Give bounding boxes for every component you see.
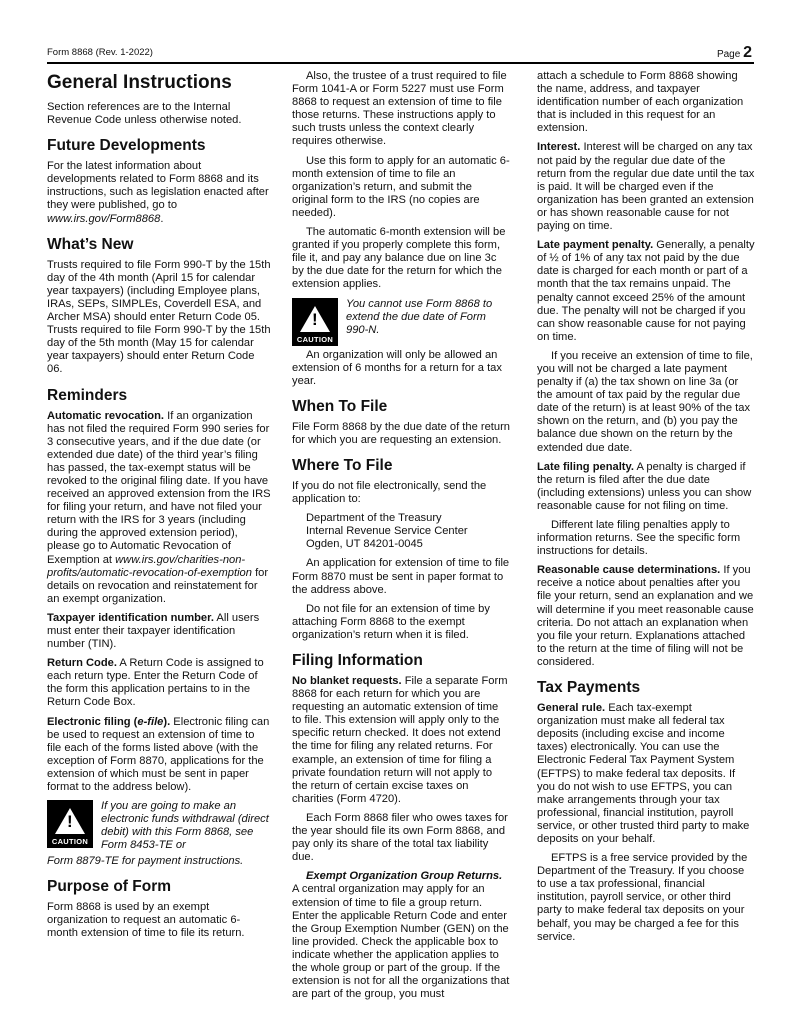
paragraph-each-filer: Each Form 8868 filer who owes taxes for the year should file its own Form 8868, and pay only its share of the total tax liability due. <box>292 811 508 864</box>
paragraph-late-filing-penalty <box>537 461 755 513</box>
paragraph-electronic-filing <box>47 716 271 795</box>
automatic-revocation-title: Automatic revocation. <box>47 409 164 422</box>
warning-triangle-icon: ! <box>55 808 85 834</box>
caution-icon <box>47 800 93 848</box>
address-line-1: Department of the Treasury <box>306 512 442 525</box>
address-line-3: Ogden, UT 84201-0045 <box>306 538 423 551</box>
automatic-revocation-end: for details on revocation and reinstatement for an exempt organization. <box>47 566 269 605</box>
paragraph-receive-extension: If you receive an extension of time to file, you will not be charged a late payment penalty if (a) the tax shown on line 3a (or the amount of tax paid by the regular due date of the return) is at least 90% of the tax shown on the return, and (b) you pay the balance due shown on the return by the extended due date. <box>537 349 753 454</box>
paragraph-reasonable-cause <box>537 564 755 669</box>
heading-when-to-file: When To File <box>292 397 388 415</box>
paragraph-purpose: Form 8868 is used by an exempt organization to request an automatic 6-month extension of time to file its return. <box>47 901 245 940</box>
paragraph-6-months: An organization will only be allowed an extension of 6 months for a return for a tax year. <box>292 348 502 387</box>
caution-label: CAUTION <box>51 837 89 847</box>
paragraph-schedule-continued: attach a schedule to Form 8868 showing the name, address, and taxpayer identification number of each organization that is included in this request for an extension. <box>537 70 744 135</box>
caution-note-efw <box>47 800 271 852</box>
heading-filing-information: Filing Information <box>292 652 423 669</box>
paragraph-no-blanket-requests <box>292 675 510 806</box>
paragraph-future-developments <box>47 160 271 225</box>
heading-general-instructions: General Instructions <box>47 72 232 93</box>
paragraph-tin <box>47 612 271 651</box>
paragraph-late-payment-penalty <box>537 239 755 344</box>
paragraph-where-to-file: If you do not file electronically, send the application to: <box>292 479 487 506</box>
form-identifier: Form 8868 (Rev. 1-2022) <box>47 47 153 58</box>
reasonable-cause-title: Reasonable cause determinations. <box>537 564 721 577</box>
paragraph-whats-new: Trusts required to file Form 990-T by the 15th day of the 4th month (April 15 for calendar year taxpayers) (including Employee plans, IRAs, SEPs, SIMPLEs, Coverdell ESA, and Archer MSA) should enter Return Code 05. Trusts required to file Form 990-T by the 15th day of the 5th month (May 15 for calendar year taxpayers) should enter Return Code 06. <box>47 258 271 376</box>
automatic-revocation-text: If an organization has not filed the required Form 990 series for 3 consecutive years, and if the due date (or extended due date) of the third year’s filing has passed, the tax-exempt status will be revoked to the original filing date. If you have received an approved extension from the IRS for filing your return, and have not filed your return with the IRS for 3 years (including during the approved extension period), please go to Automatic Revocation of Exemption at <box>47 409 271 566</box>
paragraph-use-form: Use this form to apply for an automatic 6-month extension of time to file an organization’s return, and submit the original form to the IRS (no copies are needed). <box>292 154 510 219</box>
heading-where-to-file: Where To File <box>292 456 393 474</box>
electronic-filing-text: Electronic filing can be used to request an extension of time to file each of the forms listed above (with the exception of Form 8870, applications for the extension of which must be sent in paper format to the address below). <box>47 715 270 794</box>
heading-whats-new: What’s New <box>47 235 134 253</box>
warning-triangle-icon: ! <box>300 306 330 332</box>
future-text-end: . <box>160 212 164 225</box>
heading-tax-payments: Tax Payments <box>537 679 641 697</box>
ef-title-b: e-file <box>137 715 164 728</box>
no-blanket-text: File a separate Form 8868 for each return for which you are requesting an automatic extension of time to file. This extension will apply only to the specific return checked. It does not extend the time for filing any related returns. For example, an extension of time for filing a private foundation return will not apply to the return of certain excise taxes on charities (Form 4720). <box>292 675 508 805</box>
ef-title-c: ). <box>163 715 171 728</box>
revocation-link: www.irs.gov/charities-non-profits/automatic-revocation-of-exemption <box>47 553 252 579</box>
paragraph-eftps: EFTPS is a free service provided by the Department of the Treasury. If you choose to use a tax professional, financial institution, payroll service, or other third party to make federal tax deposits on your behalf, you may be charged a fee for this service. <box>537 852 748 943</box>
address-line-2: Internal Revenue Service Center <box>306 525 468 538</box>
ef-title-a: Electronic filing ( <box>47 715 138 728</box>
caution-icon <box>292 298 338 346</box>
caution-text: If you are going to make an electronic funds withdrawal (direct debit) with this Form 8868, see Form 8453-TE or <box>101 800 269 852</box>
caution-text-tail: Form 8879-TE for payment instructions. <box>47 855 244 868</box>
paragraph-do-not-attach: Do not file for an extension of time by attaching Form 8868 to the exempt organization’s return when it is filed. <box>292 602 490 641</box>
paragraph-general-rule <box>537 702 755 846</box>
heading-future-developments: Future Developments <box>47 137 206 155</box>
paragraph-automatic-extension: The automatic 6-month extension will be granted if you properly complete this form, file it, and pay any balance due on line 3c by the due date for the return for which the extension applies. <box>292 226 506 291</box>
caution-text: You cannot use Form 8868 to extend the due date of Form 990-N. <box>346 297 493 336</box>
paragraph-trustee: Also, the trustee of a trust required to file Form 1041-A or Form 5227 must use Form 8868 to request an extension of time to file those returns. These instructions apply to such trusts unless the context clearly requires otherwise. <box>292 70 507 148</box>
mailing-address <box>292 512 510 551</box>
interest-title: Interest. <box>537 141 581 154</box>
electronic-filing-title <box>47 716 170 728</box>
paragraph-when-to-file: File Form 8868 by the due date of the return for which you are requesting an extension. <box>292 420 510 446</box>
page-number: 2 <box>743 44 752 61</box>
future-text: For the latest information about developments related to Form 8868 and its instructions, such as legislation enacted after they were published, go to <box>47 160 269 212</box>
page-indicator <box>717 44 752 62</box>
paragraph-section-references: Section references are to the Internal Revenue Code unless otherwise noted. <box>47 101 242 127</box>
irs-form8868-link: www.irs.gov/Form8868 <box>47 212 161 225</box>
group-returns-text: A central organization may apply for an extension of time to file a group return. Enter the applicable Return Code and enter the Group Exemption Number (GEN) on the line provided. Check the applicable box to indicate whether the application applies to the whole group or part of the group. If the extension is not for all the organizations that are part of the group, you must <box>292 883 510 1001</box>
heading-reminders: Reminders <box>47 386 128 404</box>
return-code-text: A Return Code is assigned to each return type. Enter the Return Code of the form this application pertains to in the Return Code Box. <box>47 657 264 709</box>
header-rule <box>47 62 754 64</box>
paragraph-automatic-revocation <box>47 410 271 606</box>
general-rule-text: Each tax-exempt organization must make all federal tax deposits (including excise and income taxes) electronically. You can use the Electronic Federal Tax Payment System (EFTPS) to make federal tax deposits. If you do not wish to use EFTPS, you can make arrangements through your tax professional, financial institution, payroll service, or other trusted third party to make deposits on your behalf. <box>537 702 750 845</box>
tin-title: Taxpayer identification number. <box>47 611 214 624</box>
caution-label: CAUTION <box>296 334 334 344</box>
no-blanket-title: No blanket requests. <box>292 675 402 687</box>
column-3 <box>537 70 755 950</box>
late-filing-title: Late filing penalty. <box>537 460 634 473</box>
paragraph-interest <box>537 141 755 233</box>
column-1 <box>47 70 271 947</box>
caution-note-990n <box>292 298 510 346</box>
interest-text: Interest will be charged on any tax not paid by the regular due date of the return from the regular due date until the tax is paid. It will be charged even if the organization has been granted an extension or has shown reasonable cause for not paying on time. <box>537 141 755 233</box>
paragraph-form-8870: An application for extension of time to file Form 8870 must be sent in paper format to the address above. <box>292 557 510 596</box>
heading-purpose-of-form: Purpose of Form <box>47 878 172 896</box>
paragraph-different-penalties: Different late filing penalties apply to information returns. See the specific form instructions for details. <box>537 519 741 558</box>
group-returns-title: Exempt Organization Group Returns. <box>306 870 503 883</box>
paragraph-return-code <box>47 657 271 709</box>
late-payment-text: Generally, a penalty of ½ of 1% of any tax not paid by the due date is charged for each month or part of a month that the tax remains unpaid. The penalty cannot exceed 25% of the amount due. The penalty will not be charged if you can show reasonable cause for not paying on time. <box>537 239 755 343</box>
return-code-title: Return Code. <box>47 657 117 670</box>
late-filing-text: A penalty is charged if the return is filed after the due date (including extensions) unless you can show reasonable cause for not filing on time. <box>537 460 752 512</box>
general-rule-title: General rule. <box>537 702 606 715</box>
column-2 <box>292 70 510 1007</box>
tin-text: All users must enter their taxpayer identification number (TIN). <box>47 611 260 651</box>
page-label: Page <box>716 49 741 60</box>
late-payment-title: Late payment penalty. <box>537 239 654 252</box>
paragraph-group-returns <box>292 870 510 1001</box>
reasonable-cause-text: If you receive a notice about penalties after you file your return, send an explanation and we will determine if you meet reasonable cause criteria. Do not attach an explanation when you file your return. Explanations attached to the return at the time of filing will not be considered. <box>537 564 754 668</box>
